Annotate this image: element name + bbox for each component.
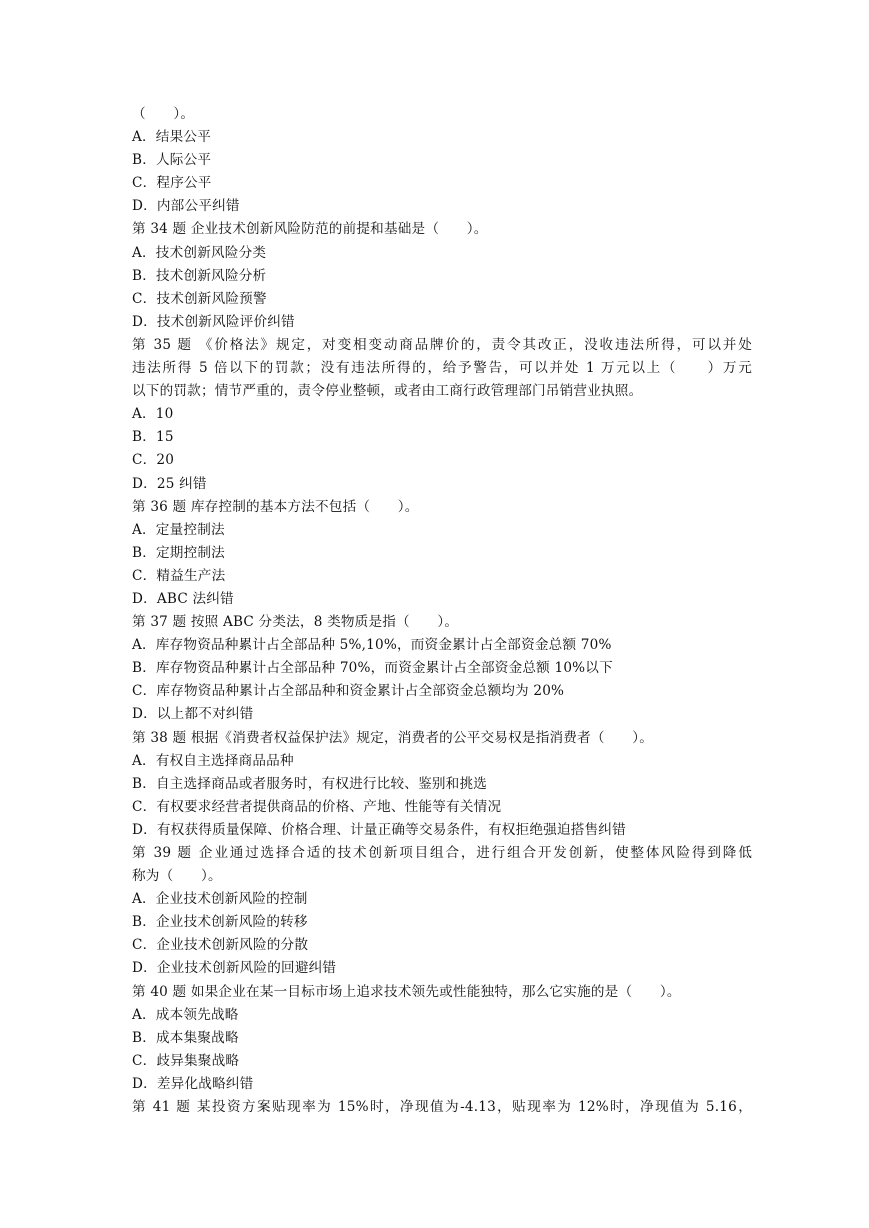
question-line: 第 41 题 某投资方案贴现率为 15%时，净现值为-4.13，贴现率为 12%时，净现值为 5.16，	[132, 1099, 752, 1116]
answer-option: D．ABC 法纠错	[132, 590, 234, 607]
answer-option: C．有权要求经营者提供商品的价格、产地、性能等有关情况	[132, 798, 502, 815]
answer-option: B．技术创新风险分析	[132, 267, 267, 284]
answer-option: A．结果公平	[132, 129, 211, 146]
question-line: 第 37 题 按照 ABC 分类法，8 类物质是指（ ）。	[132, 614, 459, 631]
answer-option: B．企业技术创新风险的转移	[132, 914, 308, 931]
question-line: 称为（ ）。	[132, 868, 222, 885]
answer-option: C．库存物资品种累计占全部品种和资金累计占全部资金总额均为 20%	[132, 683, 565, 700]
question-line: 第 38 题 根据《消费者权益保护法》规定，消费者的公平交易权是指消费者（ ）。	[132, 729, 654, 746]
answer-option: C．歧异集聚战略	[132, 1052, 240, 1069]
answer-option: A．企业技术创新风险的控制	[132, 891, 308, 908]
answer-option: B．自主选择商品或者服务时，有权进行比较、鉴别和挑选	[132, 775, 488, 792]
answer-option: D．企业技术创新风险的回避纠错	[132, 960, 337, 977]
question-line: 第 36 题 库存控制的基本方法不包括（ ）。	[132, 498, 419, 515]
answer-option: C．精益生产法	[132, 567, 226, 584]
answer-option: C．技术创新风险预警	[132, 290, 267, 307]
answer-option: B．人际公平	[132, 152, 212, 169]
answer-option: D．差异化战略纠错	[132, 1075, 254, 1092]
answer-option: A．10	[132, 406, 174, 423]
answer-option: B．15	[132, 429, 174, 446]
question-stem: （ ）。	[132, 106, 195, 122]
question-line: 第 35 题 《价格法》规定，对变相变动商品牌价的，责令其改正，没收违法所得，可以并处	[132, 336, 752, 353]
question-line: 第 40 题 如果企业在某一目标市场上追求技术领先或性能独特，那么它实施的是（ ）。	[132, 983, 681, 1000]
answer-option: D．内部公平纠错	[132, 198, 240, 215]
question-text-block	[132, 103, 752, 1119]
answer-option: B．成本集聚战略	[132, 1029, 239, 1046]
answer-option: B．库存物资品种累计占全部品种 70%，而资金累计占全部资金总额 10%以下	[132, 660, 613, 677]
answer-option: A．技术创新风险分类	[132, 244, 267, 261]
answer-option: C．20	[132, 452, 175, 469]
answer-option: A．有权自主选择商品品种	[132, 752, 294, 769]
question-line: 违法所得 5 倍以下的罚款；没有违法所得的，给予警告，可以并处 1 万元以上（ ）万元	[132, 360, 752, 377]
question-line: 第 39 题 企业通过选择合适的技术创新项目组合，进行组合开发创新，使整体风险得到降低	[132, 845, 752, 861]
answer-option: A．定量控制法	[132, 521, 225, 538]
question-line: 第 34 题 企业技术创新风险防范的前提和基础是（ ）。	[132, 221, 488, 238]
answer-option: D．技术创新风险评价纠错	[132, 313, 295, 330]
answer-option: C．程序公平	[132, 175, 212, 192]
question-line: 以下的罚款；情节严重的，责令停业整顿，或者由工商行政管理部门吊销营业执照。	[132, 383, 643, 400]
answer-option: D．有权获得质量保障、价格合理、计量正确等交易条件，有权拒绝强迫搭售纠错	[132, 821, 626, 838]
answer-option: A．库存物资品种累计占全部品种 5%,10%，而资金累计占全部资金总额 70%	[132, 637, 612, 654]
answer-option: C．企业技术创新风险的分散	[132, 937, 309, 954]
answer-option: D．以上都不对纠错	[132, 706, 254, 723]
answer-option: A．成本领先战略	[132, 1006, 239, 1023]
answer-option: B．定期控制法	[132, 544, 225, 561]
answer-option: D．25 纠错	[132, 475, 207, 492]
